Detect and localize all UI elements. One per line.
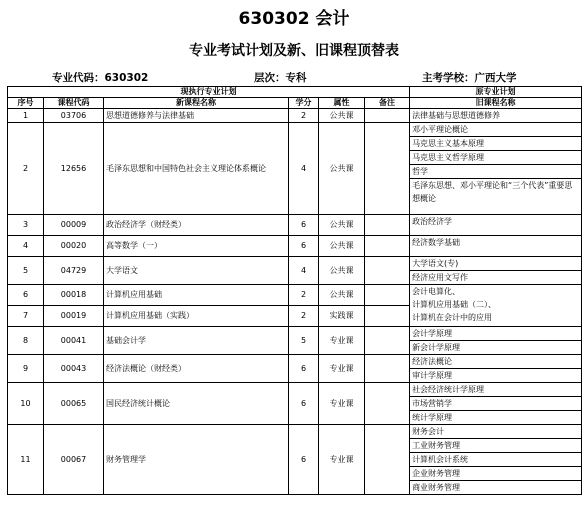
course-note	[365, 215, 410, 236]
course-code: 12656	[44, 123, 104, 215]
course-note	[365, 257, 410, 285]
course-attribute: 专业课	[319, 425, 365, 495]
old-course-name: 马克思主义哲学原理	[410, 151, 581, 165]
course-credit: 2	[289, 285, 319, 306]
row-number: 7	[8, 306, 44, 327]
row-number: 1	[8, 109, 44, 123]
course-note	[365, 236, 410, 257]
table-row	[8, 123, 582, 215]
old-course-name: 经济应用文写作	[412, 273, 469, 282]
table-row	[8, 383, 582, 425]
row-number: 8	[8, 327, 44, 355]
course-credit: 4	[289, 257, 319, 285]
course-code: 00065	[44, 383, 104, 425]
old-course-names	[410, 109, 582, 123]
new-course-name: 国民经济统计概论	[104, 383, 289, 425]
old-course-name: 社会经济统计学原理	[410, 383, 581, 397]
old-course-name: 新会计学原理	[412, 343, 461, 352]
course-code: 00043	[44, 355, 104, 383]
course-note	[365, 306, 410, 327]
row-number: 3	[8, 215, 44, 236]
table-row	[8, 109, 582, 123]
col-no: 序号	[8, 98, 44, 109]
course-attribute: 专业课	[319, 355, 365, 383]
course-note	[365, 327, 410, 355]
table-row	[8, 355, 582, 383]
course-credit: 6	[289, 215, 319, 236]
old-course-name: 政治经济学	[412, 217, 453, 226]
course-code: 00020	[44, 236, 104, 257]
course-attribute: 公共课	[319, 123, 365, 215]
old-course-name: 法律基础与思想道德修养	[412, 111, 501, 120]
row-number: 4	[8, 236, 44, 257]
table-row	[8, 236, 582, 257]
course-code: 00067	[44, 425, 104, 495]
table-row	[8, 215, 582, 236]
new-course-name: 财务管理学	[104, 425, 289, 495]
col-note: 备注	[365, 98, 410, 109]
course-credit: 5	[289, 327, 319, 355]
new-course-name: 计算机应用基础	[104, 285, 289, 306]
old-plan-header: 原专业计划	[410, 87, 582, 98]
old-course-names	[410, 355, 582, 383]
old-course-name: 经济法概论	[410, 355, 581, 369]
course-credit: 6	[289, 383, 319, 425]
page-title: 630302 会计	[238, 9, 350, 29]
course-note	[365, 383, 410, 425]
col-code: 课程代码	[44, 98, 104, 109]
old-course-name: 会计电算化、	[412, 287, 461, 296]
old-course-name: 经济数学基础	[412, 238, 461, 247]
old-course-names	[410, 383, 582, 425]
course-credit: 6	[289, 355, 319, 383]
row-number: 9	[8, 355, 44, 383]
row-number: 10	[8, 383, 44, 425]
row-number: 6	[8, 285, 44, 306]
old-course-name: 哲学	[410, 165, 581, 179]
course-note	[365, 425, 410, 495]
new-course-name: 计算机应用基础（实践）	[104, 306, 289, 327]
course-attribute: 公共课	[319, 215, 365, 236]
page-subtitle: 专业考试计划及新、旧课程顶替表	[189, 43, 399, 59]
course-note	[365, 109, 410, 123]
course-attribute: 公共课	[319, 257, 365, 285]
table-row	[8, 425, 582, 495]
new-course-name: 思想道德修养与法律基础	[104, 109, 289, 123]
old-course-name: 工业财务管理	[410, 439, 581, 453]
old-course-name: 商业财务管理	[412, 483, 461, 492]
old-course-name: 审计学原理	[412, 371, 453, 380]
course-note	[365, 123, 410, 215]
course-code: 00019	[44, 306, 104, 327]
old-course-names	[410, 215, 582, 236]
course-credit: 6	[289, 236, 319, 257]
new-course-name: 政治经济学（财经类）	[104, 215, 289, 236]
old-course-name: 计算机在会计中的应用	[412, 313, 493, 322]
course-attribute: 公共课	[319, 236, 365, 257]
course-code: 04729	[44, 257, 104, 285]
new-course-name: 大学语文	[104, 257, 289, 285]
course-code: 00041	[44, 327, 104, 355]
old-course-names	[410, 327, 582, 355]
table-row	[8, 257, 582, 285]
new-course-name: 基础会计学	[104, 327, 289, 355]
course-code: 00009	[44, 215, 104, 236]
old-course-names	[410, 285, 582, 327]
col-attr: 属性	[319, 98, 365, 109]
current-plan-header: 现执行专业计划	[8, 87, 410, 98]
education-level: 层次：专科	[254, 72, 307, 84]
row-number: 2	[8, 123, 44, 215]
row-number: 11	[8, 425, 44, 495]
course-note	[365, 355, 410, 383]
old-course-name: 马克思主义基本原理	[410, 137, 581, 151]
old-course-name: 市场营销学	[410, 397, 581, 411]
old-course-name: 企业财务管理	[410, 467, 581, 481]
course-attribute: 公共课	[319, 109, 365, 123]
old-course-name: 毛泽东思想、邓小平理论和“三个代表”重要思想概论	[412, 181, 573, 203]
exam-school: 主考学校：广西大学	[422, 72, 517, 84]
old-course-names	[410, 257, 582, 285]
course-code: 03706	[44, 109, 104, 123]
course-note	[365, 285, 410, 306]
specialty-code: 专业代码：630302	[52, 72, 149, 84]
course-credit: 2	[289, 109, 319, 123]
course-attribute: 公共课	[319, 285, 365, 306]
new-course-name: 毛泽东思想和中国特色社会主义理论体系概论	[104, 123, 289, 215]
old-course-name: 财务会计	[410, 425, 581, 439]
old-course-names	[410, 236, 582, 257]
row-number: 5	[8, 257, 44, 285]
old-course-names	[410, 123, 582, 215]
course-credit: 4	[289, 123, 319, 215]
old-course-name: 会计学原理	[410, 327, 581, 341]
old-course-name: 大学语文(专)	[410, 257, 581, 271]
old-course-name: 计算机会计系统	[410, 453, 581, 467]
course-credit: 6	[289, 425, 319, 495]
course-attribute: 专业课	[319, 327, 365, 355]
column-header-row	[8, 98, 582, 109]
new-course-name: 经济法概论（财经类）	[104, 355, 289, 383]
course-attribute: 实践课	[319, 306, 365, 327]
course-table	[7, 86, 582, 495]
table-row	[8, 327, 582, 355]
old-course-name: 计算机应用基础（二）、	[412, 300, 497, 309]
course-attribute: 专业课	[319, 383, 365, 425]
col-new-name: 新课程名称	[104, 98, 289, 109]
table-row	[8, 285, 582, 306]
col-old-name: 旧课程名称	[410, 98, 582, 109]
old-course-names	[410, 425, 582, 495]
new-course-name: 高等数学（一）	[104, 236, 289, 257]
old-course-name: 统计学原理	[412, 413, 453, 422]
old-course-name: 邓小平理论概论	[410, 123, 581, 137]
course-credit: 2	[289, 306, 319, 327]
col-credit: 学分	[289, 98, 319, 109]
course-code: 00018	[44, 285, 104, 306]
